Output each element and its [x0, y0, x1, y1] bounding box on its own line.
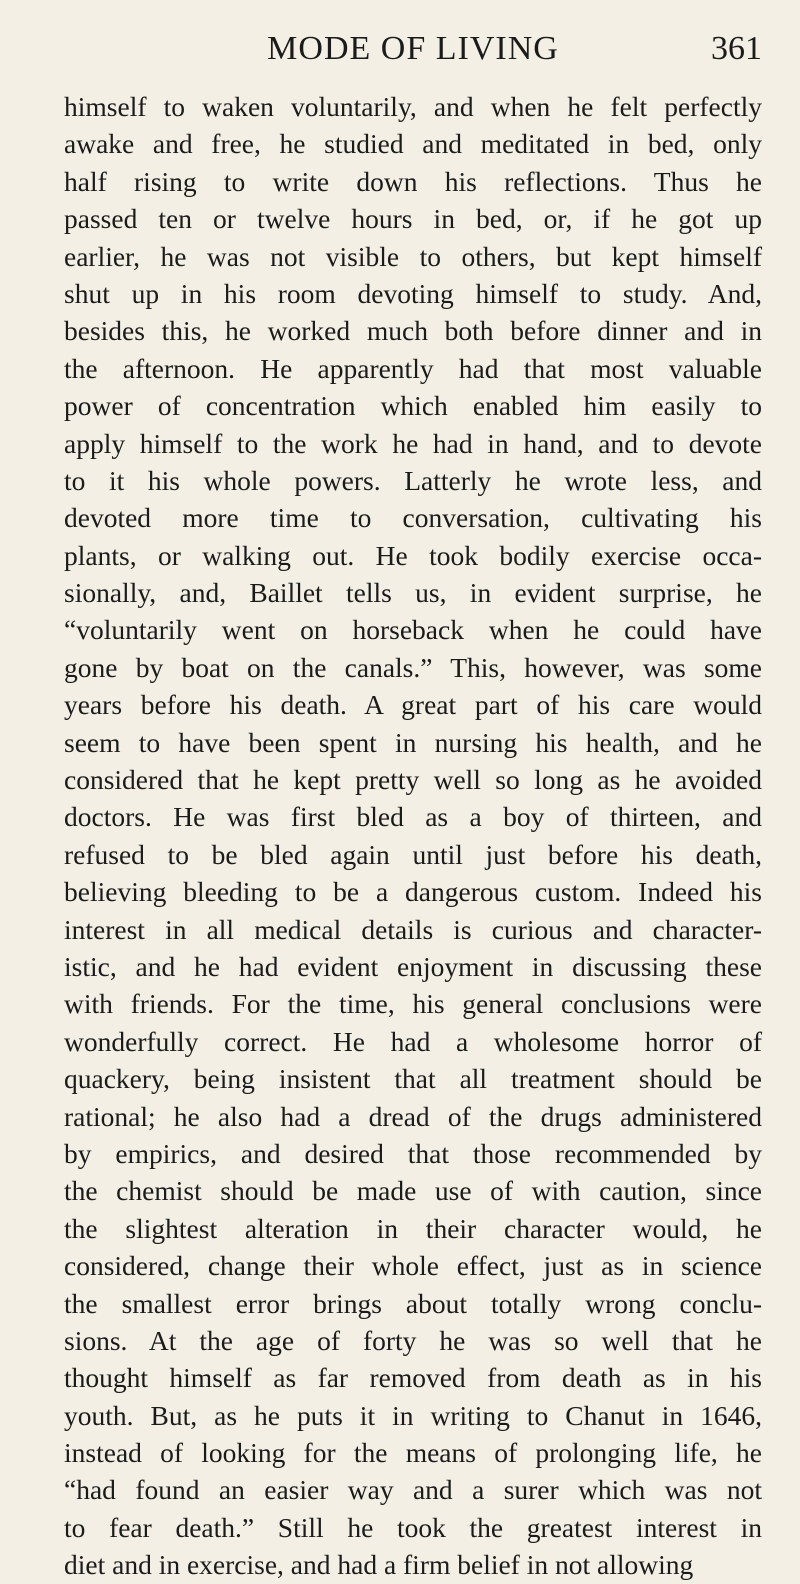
text-line: interest in all medical details is curious and character- [64, 913, 762, 945]
text-line: the slightest alteration in their character would, he [64, 1212, 762, 1244]
text-line: awake and free, he studied and meditated in bed, only [64, 128, 762, 160]
text-line: to it his whole powers. Latterly he wrote less, and [64, 464, 762, 496]
text-line: wonderfully correct. He had a wholesome horror of [64, 1025, 762, 1057]
running-head-title: MODE OF LIVING [267, 30, 559, 67]
text-line: considered that he kept pretty well so long as he avoided [64, 764, 762, 796]
text-line: earlier, he was not visible to others, but kept himself [64, 240, 762, 272]
text-line: considered, change their whole effect, just as in science [64, 1250, 762, 1282]
running-head [64, 24, 762, 74]
text-line: to fear death.” Still he took the greatest interest in [64, 1511, 762, 1543]
text-line: sions. At the age of forty he was so well that he [64, 1324, 762, 1356]
text-line: istic, and he had evident enjoyment in discussing these [64, 950, 762, 982]
text-line: believing bleeding to be a dangerous custom. Indeed his [64, 876, 762, 908]
text-line: rational; he also had a dread of the drugs administered [64, 1100, 762, 1132]
text-line: besides this, he worked much both before dinner and in [64, 315, 762, 347]
page-number: 361 [711, 30, 762, 67]
text-line: seem to have been spent in nursing his health, and he [64, 726, 762, 758]
text-line: apply himself to the work he had in hand, and to devote [64, 427, 762, 459]
text-line: diet and in exercise, and had a firm belief in not allowing [64, 1549, 694, 1581]
text-line: quackery, being insistent that all treatment should be [64, 1063, 762, 1095]
text-line: the chemist should be made use of with caution, since [64, 1175, 762, 1207]
text-line: with friends. For the time, his general conclusions were [64, 988, 762, 1020]
text-line: devoted more time to conversation, cultivating his [64, 502, 762, 534]
text-line: the afternoon. He apparently had that most valuable [64, 352, 762, 384]
text-line: youth. But, as he puts it in writing to Chanut in 1646, [64, 1399, 762, 1431]
text-line: doctors. He was first bled as a boy of thirteen, and [64, 801, 762, 833]
text-line: passed ten or twelve hours in bed, or, if he got up [64, 203, 762, 235]
body-paragraph [64, 88, 762, 1584]
text-line: plants, or walking out. He took bodily exercise occa- [64, 539, 762, 571]
text-line: years before his death. A great part of his care would [64, 689, 762, 721]
text-line: “had found an easier way and a surer which was not [64, 1474, 762, 1506]
text-line: sionally, and, Baillet tells us, in evident surprise, he [64, 577, 762, 609]
text-line: gone by boat on the canals.” This, however, was some [64, 651, 762, 683]
text-line: “voluntarily went on horseback when he could have [64, 614, 762, 646]
text-line: thought himself as far removed from death as in his [64, 1362, 762, 1394]
text-line: the smallest error brings about totally wrong conclu- [64, 1287, 762, 1319]
text-line: by empirics, and desired that those recommended by [64, 1137, 762, 1169]
text-line: half rising to write down his reflections. Thus he [64, 165, 762, 197]
text-line: himself to waken voluntarily, and when he felt perfectly [64, 91, 762, 122]
text-line: shut up in his room devoting himself to study. And, [64, 277, 762, 309]
text-line: instead of looking for the means of prolonging life, he [64, 1437, 762, 1469]
text-line: refused to be bled again until just before his death, [64, 838, 762, 870]
text-line: power of concentration which enabled him easily to [64, 390, 762, 422]
